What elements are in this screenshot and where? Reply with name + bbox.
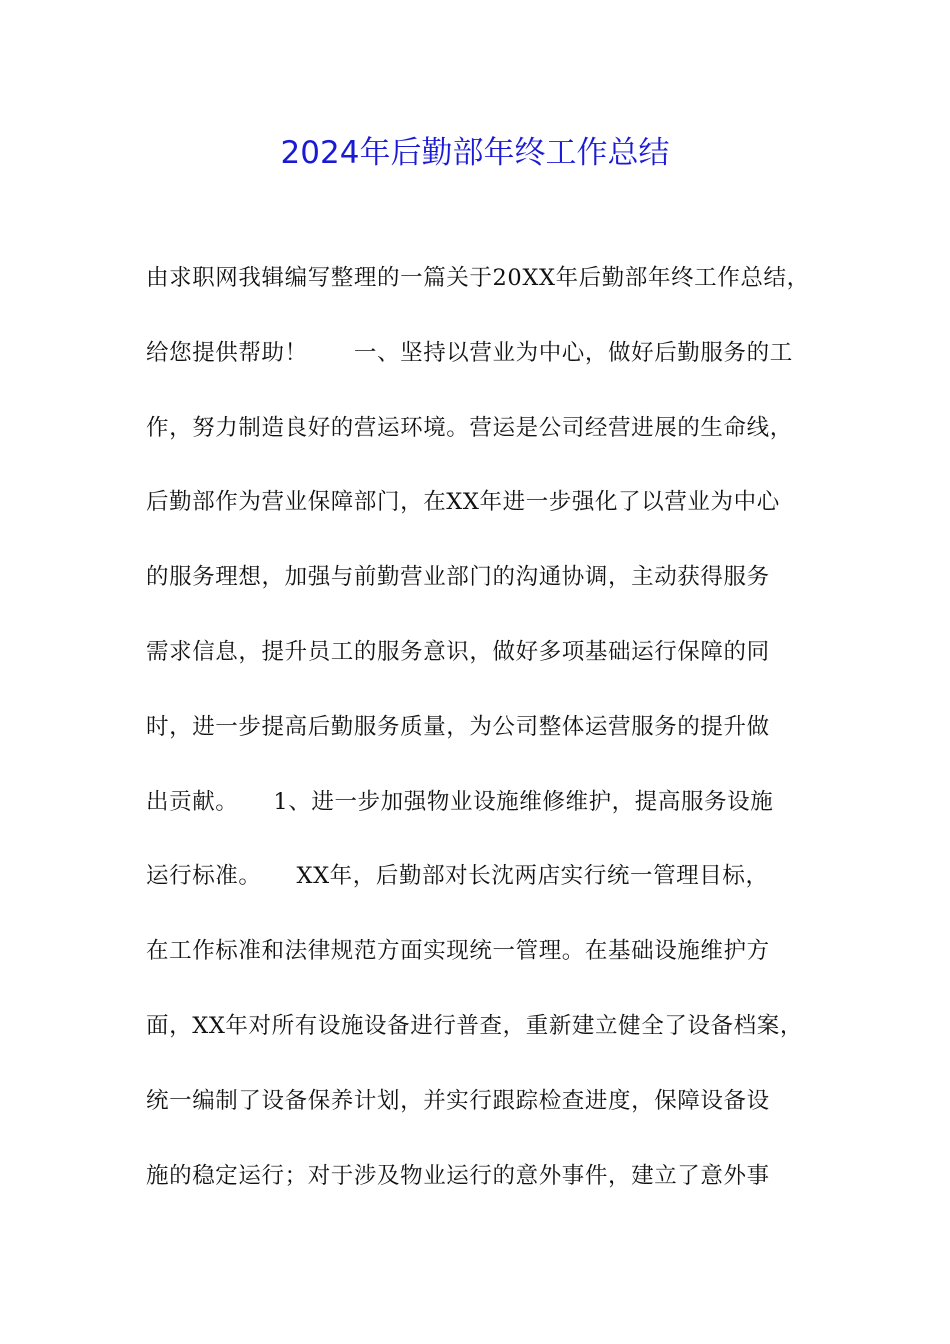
document-title: 2024年后勤部年终工作总结: [280, 135, 670, 171]
body-line: 时，进一步提高后勤服务质量，为公司整体运营服务的提升做: [146, 713, 770, 740]
body-line: 由求职网我辑编写整理的一篇关于20XX年后勤部年终工作总结，: [146, 265, 810, 291]
body-line: 统一编制了设备保养计划，并实行跟踪检查进度，保障设备设: [146, 1087, 770, 1114]
document-body: [146, 258, 836, 1230]
body-line: 的服务理想，加强与前勤营业部门的沟通协调，主动获得服务: [146, 564, 770, 591]
body-line: 需求信息，提升员工的服务意识，做好多项基础运行保障的同: [146, 638, 770, 665]
body-line: 作，努力制造良好的营运环境。营运是公司经营进展的生命线，: [146, 414, 793, 441]
body-line: 施的稳定运行；对于涉及物业运行的意外事件，建立了意外事: [146, 1162, 770, 1189]
body-line: 给您提供帮助！ 一、坚持以营业为中心，做好后勤服务的工: [146, 339, 793, 366]
body-line: 运行标准。 XX年，后勤部对长沈两店实行统一管理目标，: [146, 863, 769, 890]
body-line: 在工作标准和法律规范方面实现统一管理。在基础设施维护方: [146, 938, 770, 965]
body-line: 面，XX年对所有设施设备进行普查，重新建立健全了设备档案，: [146, 1012, 803, 1039]
body-line: 后勤部作为营业保障部门，在XX年进一步强化了以营业为中心: [146, 489, 780, 516]
body-line: 出贡献。 1、进一步加强物业设施维修维护，提高服务设施: [146, 788, 774, 815]
